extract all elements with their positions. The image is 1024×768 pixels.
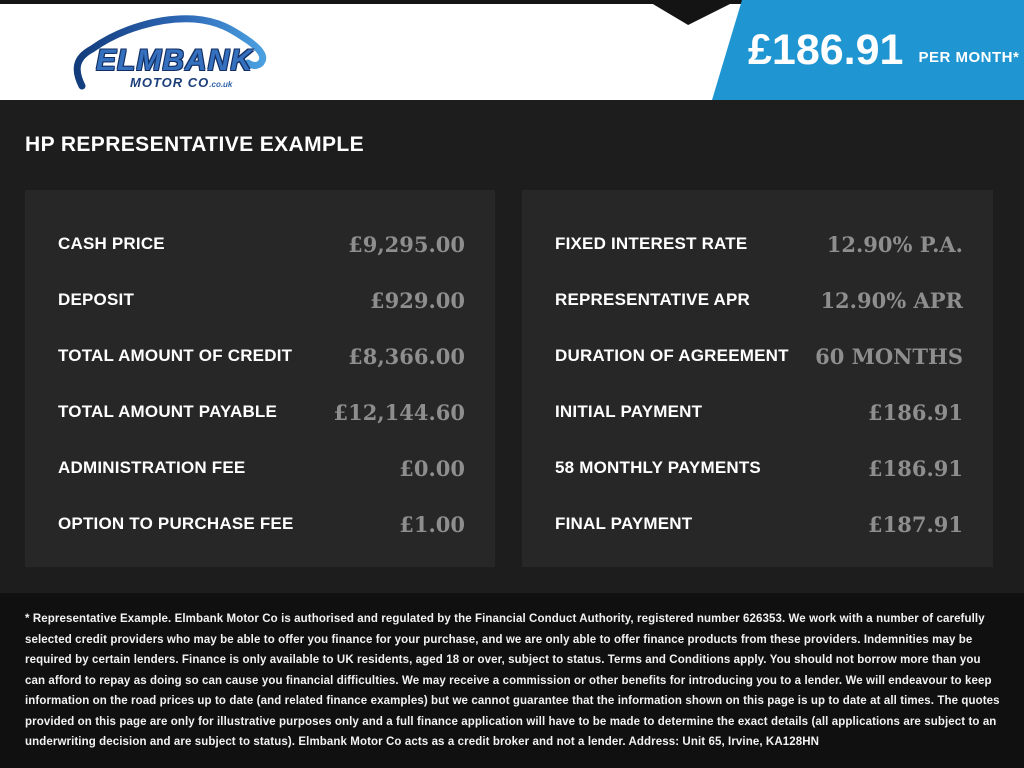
diagonal-accent-wedge [652, 0, 738, 25]
finance-panel-right [522, 190, 993, 567]
logo-subtext [130, 76, 232, 89]
finance-value: £12,144.60 [333, 399, 465, 425]
dealer-logo[interactable] [68, 8, 278, 96]
finance-panel-left [25, 190, 495, 567]
finance-value: 12.90% P.A. [826, 231, 963, 257]
finance-label: 58 MONTHLY PAYMENTS [555, 458, 761, 477]
header-bar [0, 0, 1024, 100]
finance-label: CASH PRICE [58, 234, 165, 253]
finance-value: £929.00 [370, 287, 465, 313]
table-row [555, 216, 963, 272]
logo-subtext-main: MOTOR CO [130, 75, 210, 90]
finance-label: FIXED INTEREST RATE [555, 234, 748, 253]
finance-label: OPTION TO PURCHASE FEE [58, 514, 294, 533]
table-row [58, 216, 465, 272]
table-row [58, 328, 465, 384]
table-row [555, 328, 963, 384]
finance-value: £9,295.00 [348, 231, 465, 257]
finance-label: DEPOSIT [58, 290, 135, 309]
table-row [58, 384, 465, 440]
finance-label: REPRESENTATIVE APR [555, 290, 751, 309]
table-row [58, 272, 465, 328]
finance-label: DURATION OF AGREEMENT [555, 346, 789, 365]
monthly-price-suffix: PER MONTH* [918, 48, 1020, 66]
table-row [555, 384, 963, 440]
logo-subtext-suffix: .co.uk [209, 80, 233, 89]
table-row [58, 440, 465, 496]
finance-value: £187.91 [868, 511, 963, 537]
finance-label: TOTAL AMOUNT OF CREDIT [58, 346, 293, 365]
finance-value: £1.00 [399, 511, 465, 537]
finance-value: £0.00 [399, 455, 465, 481]
finance-value: £8,366.00 [348, 343, 465, 369]
finance-label: ADMINISTRATION FEE [58, 458, 246, 477]
top-accent-strip [0, 0, 746, 4]
finance-value: £186.91 [868, 399, 963, 425]
monthly-price: £186.91 [748, 25, 904, 74]
logo-wordmark: ELMBANK [96, 44, 253, 77]
table-row [58, 496, 465, 552]
finance-value: £186.91 [868, 455, 963, 481]
finance-value: 12.90% APR [820, 287, 963, 313]
table-row [555, 272, 963, 328]
finance-value: 60 MONTHS [815, 343, 963, 369]
table-row [555, 496, 963, 552]
finance-label: TOTAL AMOUNT PAYABLE [58, 402, 278, 421]
disclaimer-text: * Representative Example. Elmbank Motor Co is authorised and regulated by the Financial Conduct Authority, registered number 626353. We work with a number of carefully selected credit providers who may be able to offer you finance for your purchase, and we are only able to offer finance products from these providers. Indemnities may be required by certain lenders. Finance is only available to UK residents, aged 18 or over, subject to status. Terms and Conditions apply. You should not borrow more than you can afford to repay as doing so can cause you financial difficulties. We may receive a commission or other benefits for introducing you to a lender. We will endeavour to keep information on the road prices up to date (and related finance examples) but we cannot guarantee that the information shown on this page is up to date at all times. The quotes provided on this page are only for illustrative purposes only and a full finance application will have to be made to determine the exact details (all applications are subject to an underwriting decision and are subject to status). Elmbank Motor Co acts as a credit broker and not a lender. Address: Unit 65, Irvine, KA128HN [25, 613, 1000, 748]
finance-label: FINAL PAYMENT [555, 514, 693, 533]
disclaimer-footer [0, 593, 1024, 768]
finance-label: INITIAL PAYMENT [555, 402, 703, 421]
page-title: HP REPRESENTATIVE EXAMPLE [25, 133, 365, 156]
monthly-price-block [748, 0, 1019, 100]
table-row [555, 440, 963, 496]
